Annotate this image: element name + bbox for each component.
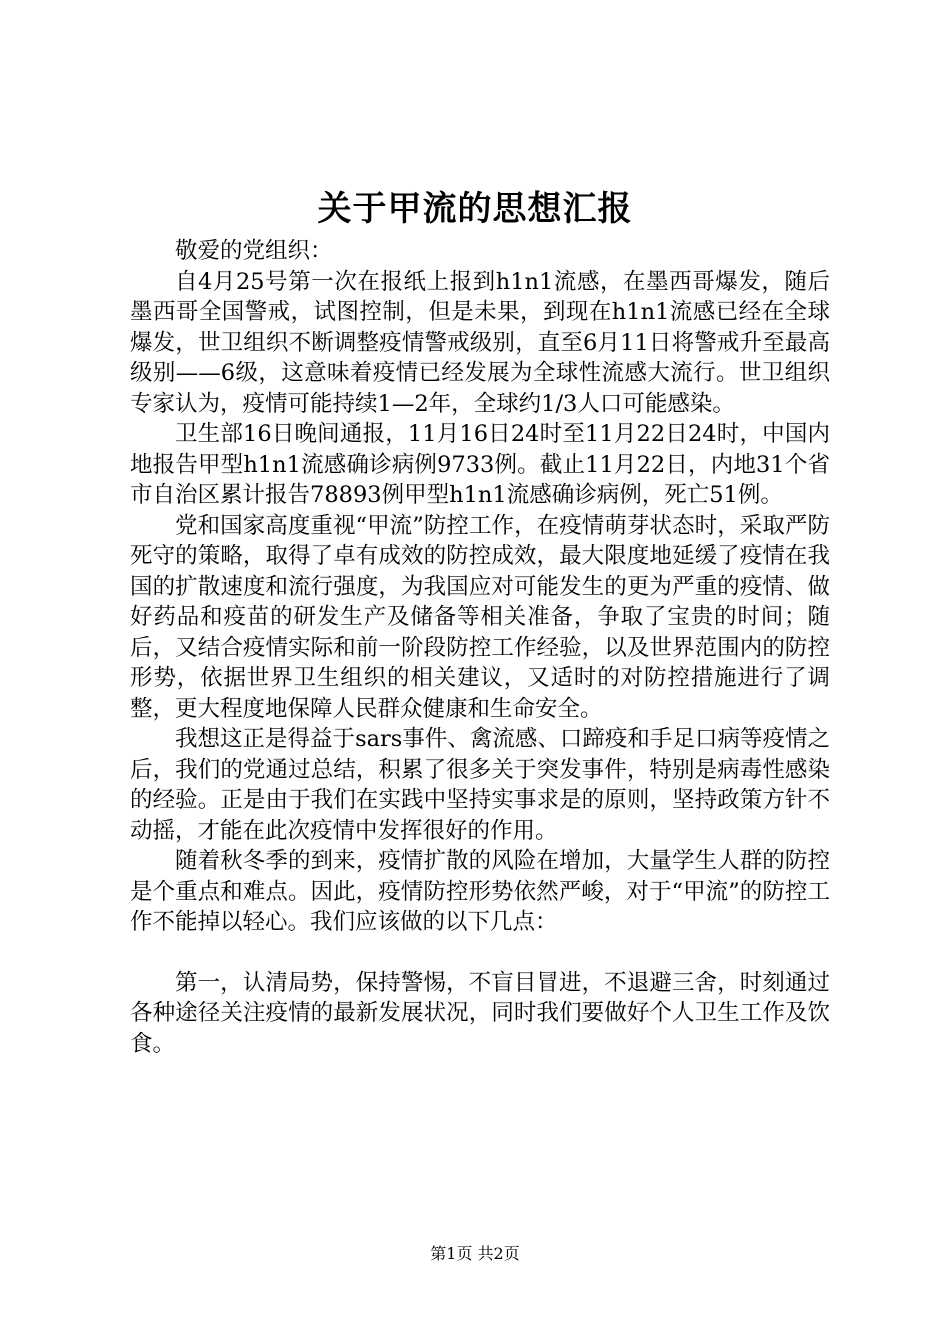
page-indicator: 第1页 共2页	[430, 1244, 520, 1263]
salutation: 敬爱的党组织：	[175, 238, 333, 264]
document-title: 关于甲流的思想汇报	[317, 189, 633, 229]
document-body	[130, 236, 830, 1059]
paragraph-policy: 党和国家高度重视“甲流”防控工作，在疫情萌芽状态时，采取严防死守的策略，取得了卓有成效的防控成效，最大限度地延缓了疫情在我国的扩散速度和流行强度，为我国应对可能发生的更为严重的疫情、做好药品和疫苗的研发生产及储备等相关准备，争取了宝贵的时间；随后，又结合疫情实际和前一阶段防控工作经验，以及世界范围内的防控形势，依据世界卫生组织的相关建议，又适时的对防控措施进行了调整，更大程度地保障人民群众健康和生命安全。	[130, 512, 830, 722]
paragraph-experience: 我想这正是得益于sars事件、禽流感、口蹄疫和手足口病等疫情之后，我们的党通过总结，积累了很多关于突发事件，特别是病毒性感染的经验。正是由于我们在实践中坚持实事求是的原则，坚持政策方针不动摇，才能在此次疫情中发挥很好的作用。	[130, 726, 830, 844]
paragraph-situation: 随着秋冬季的到来，疫情扩散的风险在增加，大量学生人群的防控是个重点和难点。因此，疫情防控形势依然严峻，对于“甲流”的防控工作不能掉以轻心。我们应该做的以下几点：	[130, 848, 830, 935]
paragraph-point-one: 第一，认清局势，保持警惕，不盲目冒进，不退避三舍，时刻通过各种途径关注疫情的最新发展状况，同时我们要做好个人卫生工作及饮食。	[130, 969, 830, 1057]
paragraph-outbreak: 自4月25号第一次在报纸上报到h1n1流感，在墨西哥爆发，随后墨西哥全国警戒，试图控制，但是未果，到现在h1n1流感已经在全球爆发，世卫组织不断调整疫情警戒级别，直至6月11日将警戒升至最高级别——6级，这意味着疫情已经发展为全球性流感大流行。世卫组织专家认为，疫情可能持续1—2年，全球约1/3人口可能感染。	[130, 268, 830, 417]
paragraph-report: 卫生部16日晚间通报，11月16日24时至11月22日24时，中国内地报告甲型h1n1流感确诊病例9733例。截止11月22日，内地31个省市自治区累计报告78893例甲型h1n1流感确诊病例，死亡51例。	[130, 421, 830, 508]
